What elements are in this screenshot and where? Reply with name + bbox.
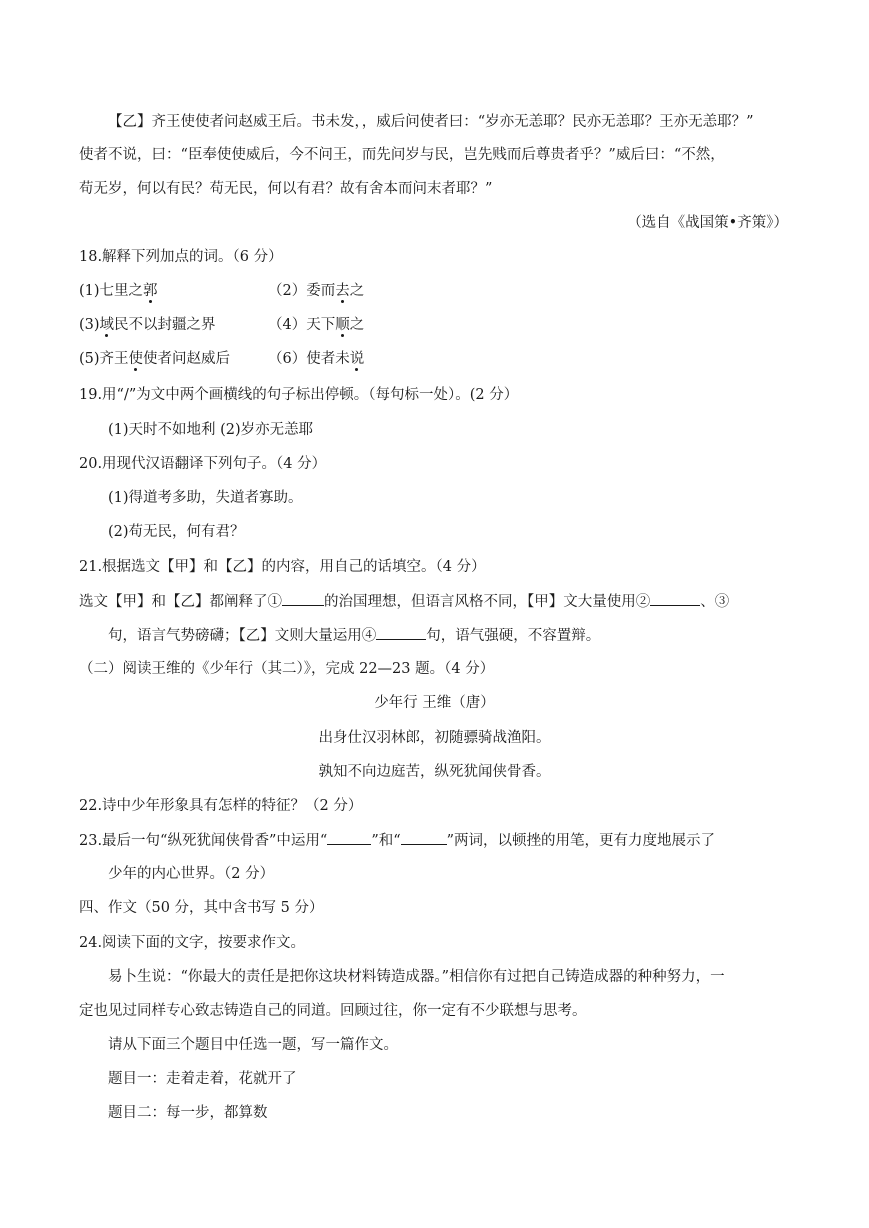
question-24-stem: 24.阅读下面的文字，按要求作文。 <box>79 935 306 951</box>
question-19-items: (1)天时不如地利 (2)岁亦无恙耶 <box>108 422 314 438</box>
poem-title: 少年行 王维（唐） <box>374 695 495 711</box>
question-24-topic-2: 题目二：每一步，都算数 <box>108 1105 268 1121</box>
question-20-stem: 20.用现代汉语翻译下列句子。（4 分） <box>79 456 327 472</box>
dotted-char: 郭 <box>143 283 158 299</box>
question-18-item-4: （4）天下顺之 <box>268 317 365 333</box>
question-24-para-line-2: 定也见过同样专心致志铸造自己的同道。回顾过往，你一定有不少联想与思考。 <box>79 1003 587 1019</box>
question-21-line-1: 选文【甲】和【乙】都阐释了① 的治国理想，但语言风格不同，【甲】文大量使用② 、③ <box>0 591 869 612</box>
answer-blank-23a[interactable] <box>327 830 371 845</box>
question-18-item-2: （2）委而去之 <box>268 283 365 299</box>
question-18-item-1: (1)七里之郭 <box>79 283 158 299</box>
section-2-heading: （二）阅读王维的《少年行（其二）》，完成 22—23 题。（4 分） <box>79 661 495 677</box>
question-22-stem: 22.诗中少年形象具有怎样的特征？（2 分） <box>79 798 363 814</box>
question-24-instruction: 请从下面三个题目中任选一题，写一篇作文。 <box>108 1037 398 1053</box>
question-19-stem: 19.用“/”为文中两个画横线的句子标出停顿。（每句标一处）。(2 分） <box>79 387 519 403</box>
dotted-char: 域 <box>99 317 115 333</box>
question-20-item-2: (2)苟无民，何有君？ <box>108 524 245 540</box>
question-18-item-5: (5)齐王使使者问赵威后 <box>79 351 231 367</box>
question-21-line-2: 句，语言气势磅礴；【乙】文则大量运用④ 句，语气强硬，不容置辩。 <box>0 625 869 646</box>
dotted-char: 顺 <box>335 317 350 333</box>
answer-blank-1[interactable] <box>282 591 324 606</box>
question-18-item-3: (3)域民不以封疆之界 <box>79 317 216 333</box>
section-4-heading: 四、作文（50 分，其中含书写 5 分） <box>79 900 324 916</box>
answer-blank-4[interactable] <box>376 625 426 640</box>
dotted-char: 使 <box>128 351 144 367</box>
question-18-item-6: （6）使者未说 <box>268 351 365 367</box>
question-23-line-1: 23.最后一句“纵死犹闻侠骨香”中运用“ ”和“ ”两词，以顿挫的用笔，更有力度地展示了 <box>0 830 869 851</box>
question-24-para-line-1: 易卜生说：“你最大的责任是把你这块材料铸造成器。”相信你有过把自己铸造成器的种种努力，一 <box>108 969 725 985</box>
question-18-stem: 18.解释下列加点的词。（6 分） <box>79 249 283 265</box>
answer-blank-23b[interactable] <box>401 830 447 845</box>
yi-passage-line-2: 使者不说，曰：“臣奉使使威后，今不问王，而先问岁与民，岂先贱而后尊贵者乎？”威后曰：“不然， <box>79 147 725 163</box>
question-20-item-1: (1)得道考多助，失道者寡助。 <box>108 490 303 506</box>
yi-passage-line-3: 苟无岁，何以有民？苟无民，何以有君？故有舍本而问末者耶？” <box>79 181 493 197</box>
yi-passage-line-1: 【乙】齐王使使者问赵威王后。书未发，，威后问使者曰：“岁亦无恙耶？民亦无恙耶？王亦无恙耶？” <box>108 114 754 130</box>
poem-line-2: 孰知不向边庭苦，纵死犹闻侠骨香。 <box>318 764 551 780</box>
question-21-stem: 21.根据选文【甲】和【乙】的内容，用自己的话填空。（4 分） <box>79 559 486 575</box>
answer-blank-2[interactable] <box>650 591 700 606</box>
passage-source: （选自《战国策•齐策》） <box>627 215 788 231</box>
dotted-char: 说 <box>349 351 365 367</box>
question-23-line-2: 少年的内心世界。（2 分） <box>108 866 275 882</box>
dotted-char: 去 <box>335 283 350 299</box>
poem-line-1: 出身仕汉羽林郎，初随骠骑战渔阳。 <box>318 730 551 746</box>
question-24-topic-1: 题目一：走着走着，花就开了 <box>108 1071 297 1087</box>
